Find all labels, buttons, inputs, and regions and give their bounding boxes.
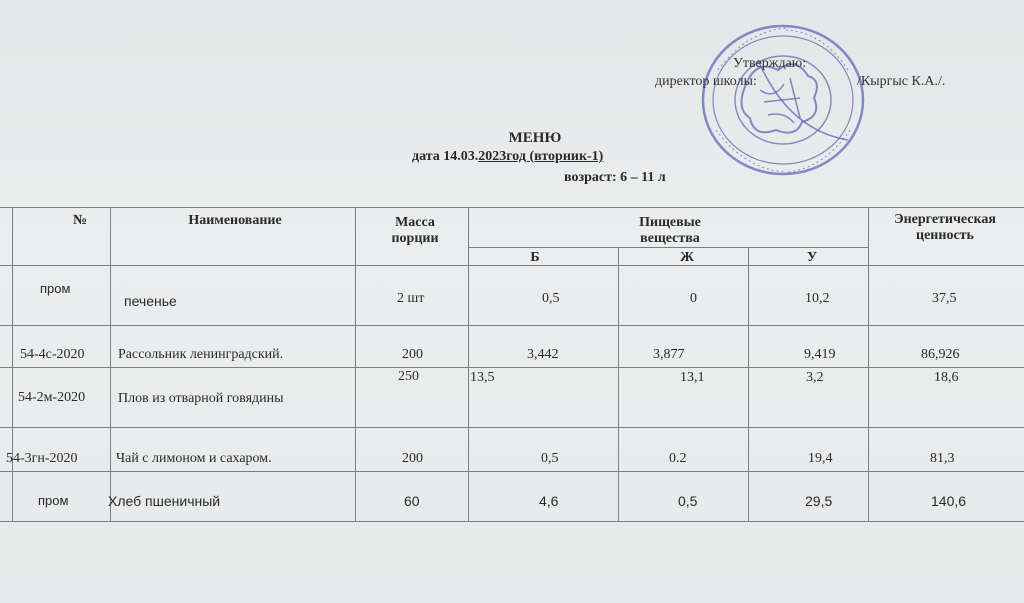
row-u: 29,5 (805, 493, 833, 509)
row-energy: 86,926 (921, 347, 960, 362)
row-energy: 18,6 (934, 370, 959, 385)
row-b: 13,5 (470, 370, 495, 385)
row-zh: 0.2 (669, 451, 687, 466)
col-header-number: № (72, 213, 88, 228)
row-b: 4,6 (539, 493, 559, 509)
row-u: 9,419 (804, 347, 836, 362)
col-header-zh: Ж (680, 250, 694, 265)
row-code: пром (40, 281, 71, 296)
row-name: печенье (124, 293, 177, 309)
row-u: 3,2 (806, 370, 824, 385)
row-zh: 0,5 (678, 493, 698, 509)
row-energy: 37,5 (932, 291, 957, 306)
row-name: Хлеб пшеничный (108, 493, 221, 509)
row-b: 0,5 (542, 291, 560, 306)
menu-table (0, 207, 1024, 522)
col-header-nutrients: Пищевые вещества (639, 215, 701, 246)
row-code: 54-3гн-2020 (6, 451, 78, 466)
row-u: 10,2 (805, 291, 830, 306)
row-name: Рассольник ленинградский. (118, 347, 284, 362)
row-name: Чай с лимоном и сахаром. (116, 451, 272, 466)
director-signature-name: /Кыргыс К.А./. (857, 74, 946, 89)
row-zh: 3,877 (653, 347, 685, 362)
row-u: 19,4 (808, 451, 833, 466)
approval-line: Утверждаю: (733, 56, 807, 71)
row-b: 3,442 (527, 347, 559, 362)
row-mass: 60 (404, 493, 420, 509)
col-header-mass: Масса порции (391, 215, 439, 246)
col-header-u: У (806, 250, 818, 265)
school-stamp-seal (698, 20, 868, 180)
col-header-name: Наименование (188, 213, 282, 228)
row-mass: 200 (402, 451, 423, 466)
date-prefix: дата 14.03. (412, 149, 479, 164)
date-year-day: 2023год (вторник-1) (478, 149, 604, 164)
age-range: возраст: 6 – 11 л (564, 170, 666, 185)
director-label: директор школы: (655, 74, 757, 89)
row-b: 0,5 (541, 451, 559, 466)
row-energy: 140,6 (931, 493, 967, 509)
row-mass: 250 (398, 369, 419, 384)
row-energy: 81,3 (930, 451, 955, 466)
col-header-energy: Энергетическая ценность (894, 212, 996, 243)
row-code: 54-4с-2020 (20, 347, 85, 362)
col-header-b: Б (530, 250, 540, 265)
menu-date (412, 149, 603, 165)
row-name: Плов из отварной говядины (118, 391, 284, 406)
row-zh: 0 (690, 291, 697, 306)
row-code: 54-2м-2020 (18, 390, 86, 405)
row-code: пром (38, 493, 69, 508)
row-mass: 200 (402, 347, 423, 362)
row-mass: 2 шт (397, 291, 425, 306)
document-title: МЕНЮ (508, 130, 562, 146)
row-zh: 13,1 (680, 370, 705, 385)
